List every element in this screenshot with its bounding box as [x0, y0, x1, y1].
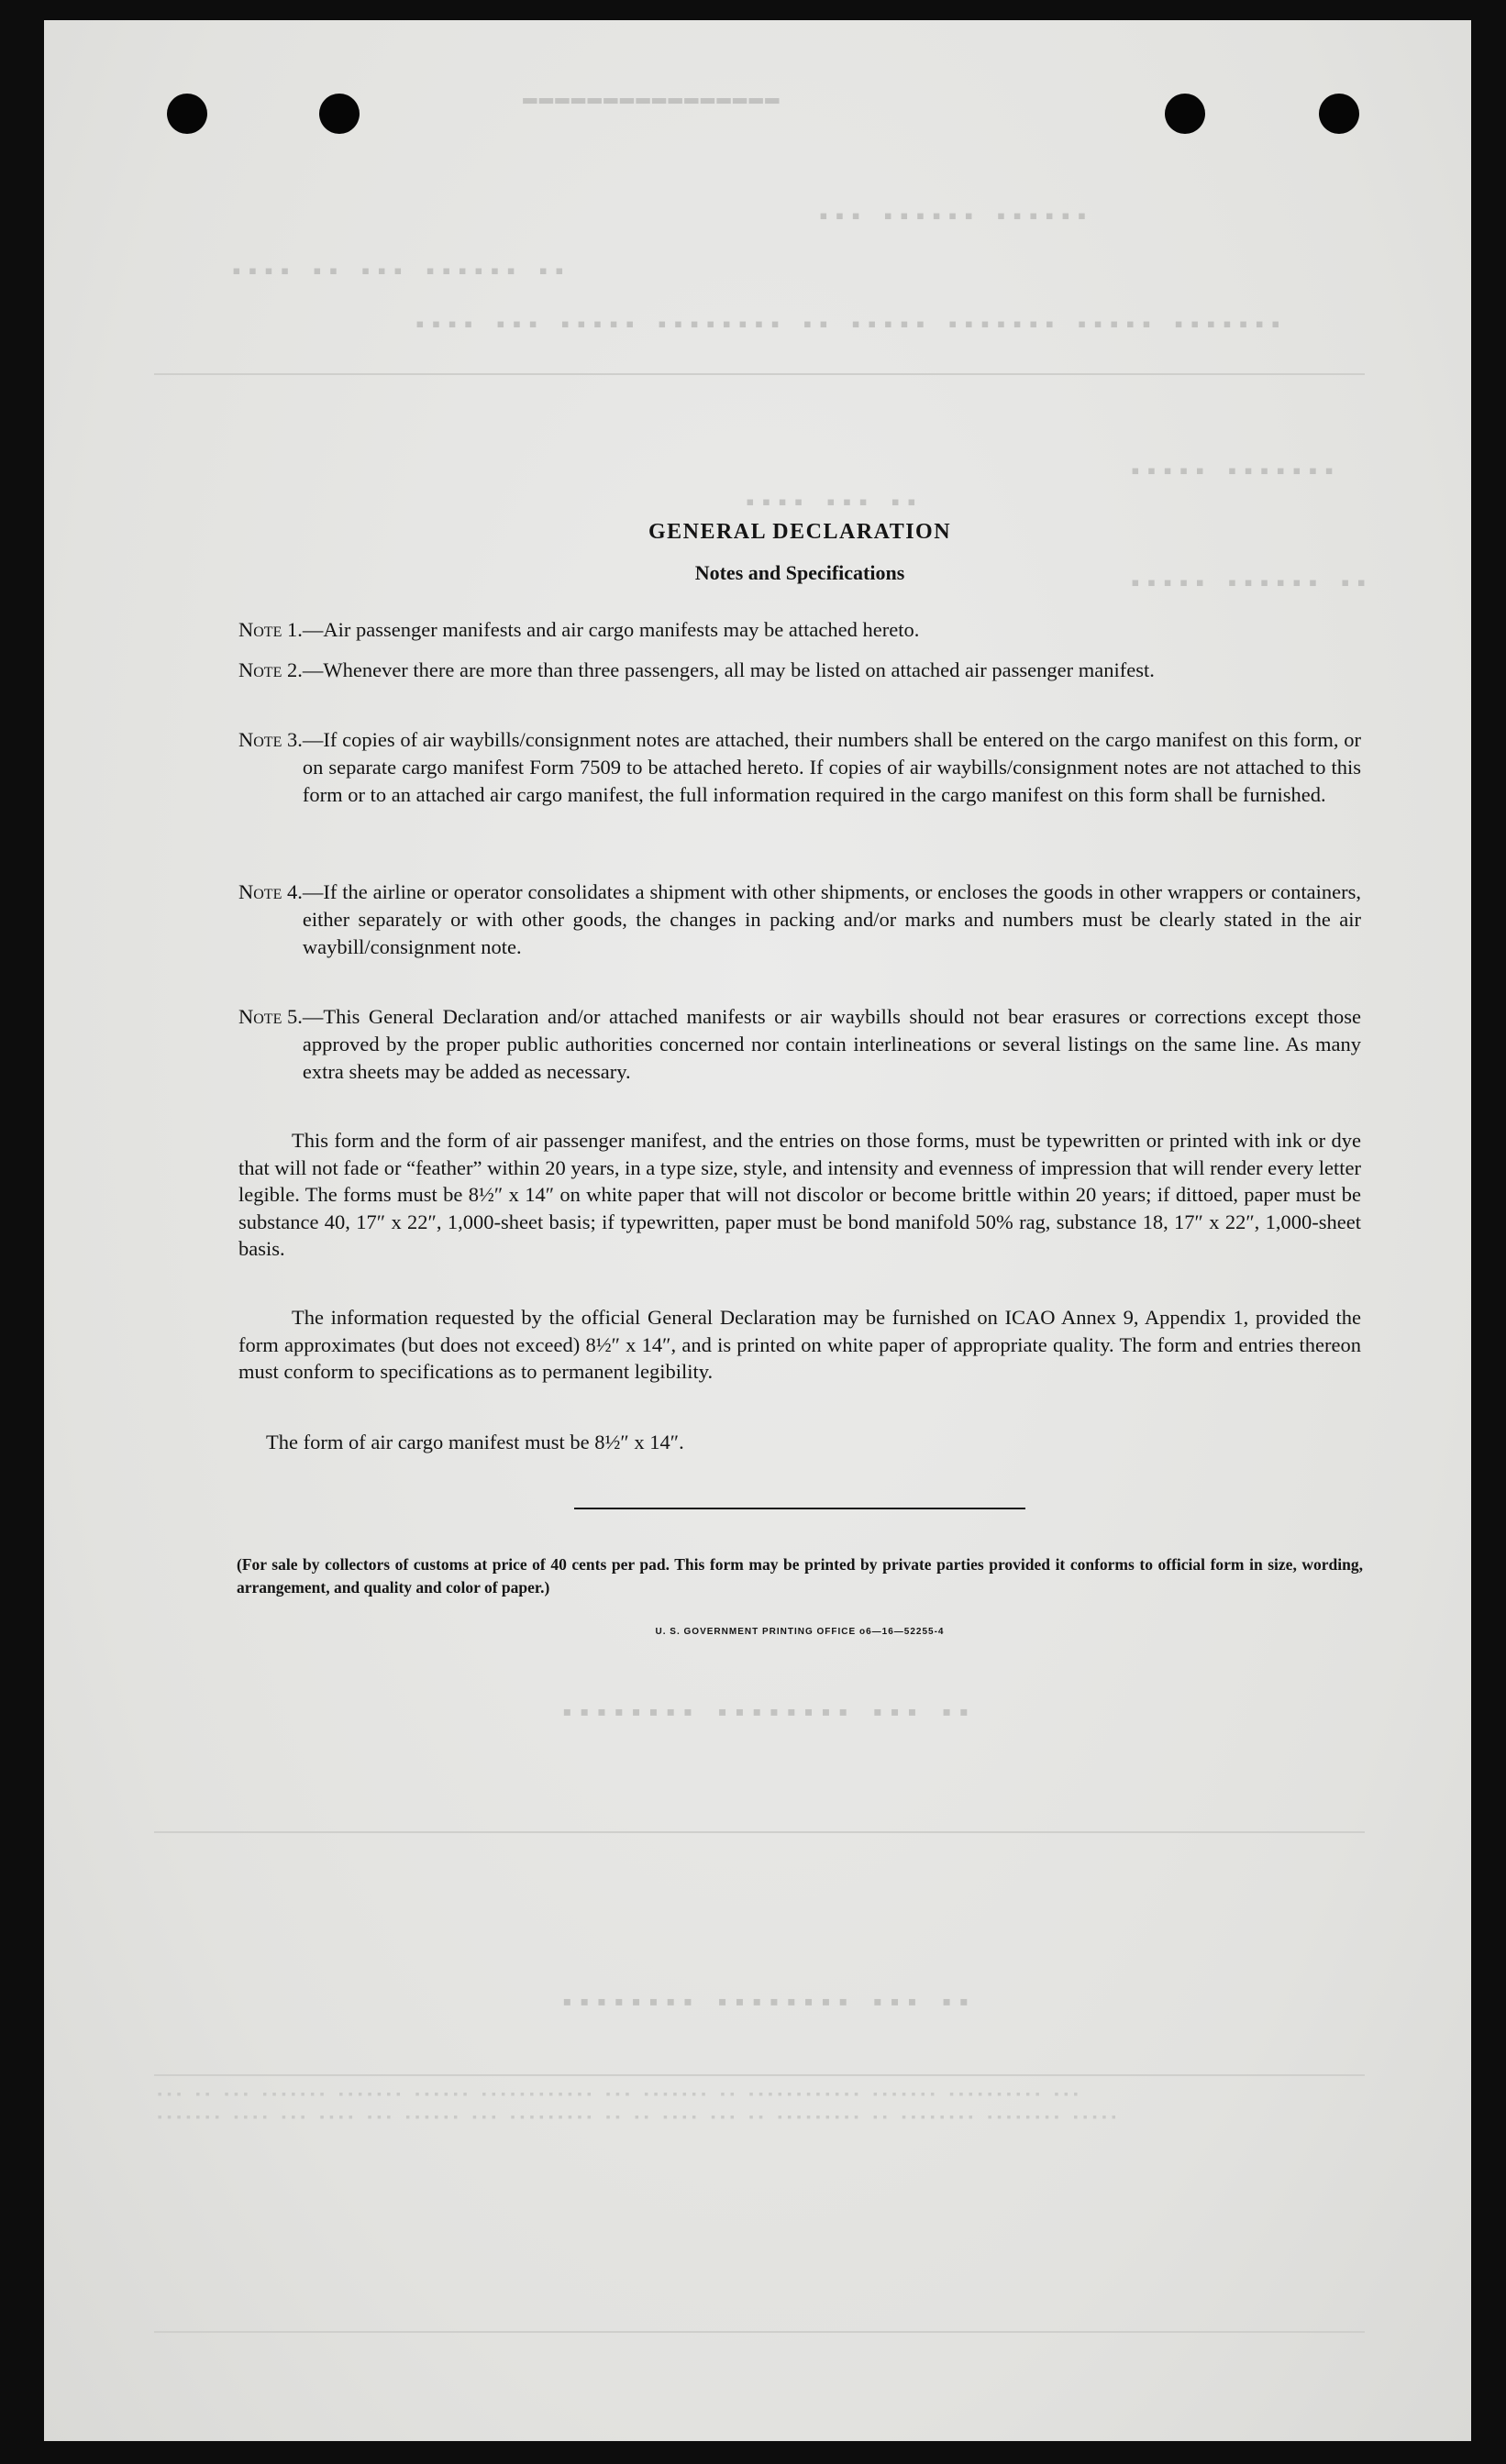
divider-rule	[574, 1508, 1025, 1509]
paragraph-cargo-manifest-size: The form of air cargo manifest must be 8½″ x 14″.	[266, 1431, 684, 1453]
bleed-through-text: ▪▪ ▪▪▪ ▪▪▪▪	[741, 490, 919, 517]
note-1	[238, 616, 1361, 644]
bleed-through-text: ▪▪▪ ▪▪▪▪▪▪▪▪▪▪ ▪▪▪▪▪▪▪ ▪▪▪▪▪▪▪▪▪▪▪▪ ▪▪ ▪▪▪▪▪▪▪ ▪▪▪ ▪▪▪▪▪▪▪▪▪▪▪▪ ▪▪▪▪▪▪ ▪▪▪▪▪▪▪ ▪▪▪▪▪▪▪ ▪▪▪ ▪▪ ▪▪▪	[154, 2088, 1080, 2103]
note-text: —If the airline or operator consolidates a shipment with other shipments, or encloses the goods in other wrappers or containers, either separately or with other goods, the changes in packing and/or marks and numbers must be clearly stated in the air waybill/consignment note.	[302, 880, 1361, 958]
note-5	[238, 1003, 1361, 1086]
paragraph-icao: The information requested by the official General Declaration may be furnished on ICAO Annex 9, Appendix 1, provided the form approximates (but does not exceed) 8½″ x 14″, and is printed on white paper of appropriate quality. The form and entries thereon must conform to specifications as to permanent legibility.	[238, 1306, 1361, 1383]
bleed-through-line	[154, 1831, 1365, 1833]
punch-hole-left-1	[167, 94, 207, 134]
bleed-through-text: ▪▪▪▪▪▪▪ ▪▪▪▪▪	[1126, 459, 1336, 486]
bleed-through-line	[154, 373, 1365, 375]
note-2	[238, 657, 1361, 684]
note-label: Note 1.	[238, 618, 303, 641]
note-text: —Whenever there are more than three passengers, all may be listed on attached air passenger manifest.	[302, 658, 1155, 681]
note-3	[238, 726, 1361, 809]
punch-hole-right-1	[1165, 94, 1205, 134]
bleed-through-text: ▪▪▪▪▪ ▪▪▪▪▪▪▪▪ ▪▪▪▪▪▪▪▪ ▪▪ ▪▪▪▪▪▪▪▪▪ ▪▪ ▪▪▪ ▪▪▪▪ ▪▪ ▪▪ ▪▪▪▪▪▪▪▪▪ ▪▪▪ ▪▪▪▪▪▪ ▪▪▪ ▪▪▪▪ ▪▪▪ ▪▪▪▪ ▪▪▪▪▪▪▪	[154, 2111, 1118, 2126]
bleed-through-text: ▪▪ ▪▪▪▪▪▪ ▪▪▪▪▪	[1126, 570, 1369, 598]
note-label: Note 4.	[238, 880, 303, 903]
bleed-through-text: ▪▪ ▪▪▪ ▪▪▪▪▪▪▪▪ ▪▪▪▪▪▪▪▪	[558, 1700, 972, 1729]
bleed-through-text: ▪▪▪▪▪▪ ▪▪▪▪▪▪ ▪▪▪	[814, 204, 1090, 231]
printing-office-imprint: U. S. GOVERNMENT PRINTING OFFICE o6—16—52255-4	[655, 1627, 945, 1637]
punch-hole-right-2	[1319, 94, 1359, 134]
note-text: —Air passenger manifests and air cargo manifests may be attached hereto.	[302, 618, 920, 641]
bleed-through-text: ▪▪▪▪▪▪▪ ▪▪▪▪▪ ▪▪▪▪▪▪▪ ▪▪▪▪▪ ▪▪ ▪▪▪▪▪▪▪▪ ▪▪▪▪▪ ▪▪▪ ▪▪▪▪	[411, 312, 1283, 339]
page-title: GENERAL DECLARATION	[648, 520, 952, 544]
document-sheet	[44, 20, 1471, 2441]
note-text: —If copies of air waybills/consignment notes are attached, their numbers shall be entered on the cargo manifest on this form, or on separate cargo manifest Form 7509 to be attached hereto. If copies of air waybills/consignment notes are not attached to this form or to an attached air cargo manifest, the full information required in the cargo manifest on this form shall be furnished.	[302, 728, 1361, 806]
bleed-through-line	[154, 2331, 1365, 2333]
bleed-through-line	[154, 2074, 1365, 2076]
note-text: —This General Declaration and/or attached manifests or air waybills should not bear erasures or corrections except those approved by the proper public authorities concerned nor contain interlineations or several listings on the same line. As many extra sheets may be added as necessary.	[302, 1005, 1361, 1083]
bleed-through-text: ▪▪ ▪▪▪ ▪▪▪▪▪▪▪▪ ▪▪▪▪▪▪▪▪	[558, 1990, 972, 2018]
paragraph-paper-specs: This form and the form of air passenger manifest, and the entries on those forms, must be typewritten or printed with ink or dye that will not fade or “feather” within 20 years, in a type size, style, and intensity and evenness of impression that will render every letter legible. The forms must be 8½″ x 14″ on white paper that will not discolor or become brittle within 20 years; if dittoed, paper must be substance 40, 17″ x 22″, 1,000-sheet basis; if typewritten, paper must be bond manifold 50% rag, substance 18, 17″ x 22″, 1,000-sheet basis.	[238, 1129, 1361, 1260]
note-4	[238, 878, 1361, 961]
bleed-through-text: ▪▪ ▪▪▪▪▪▪ ▪▪▪ ▪▪ ▪▪▪▪	[227, 259, 567, 286]
punch-hole-left-2	[319, 94, 360, 134]
sale-notice: (For sale by collectors of customs at price of 40 cents per pad. This form may be printed by private parties provided it conforms to official form in size, wording, arrangement, and quality and color of paper.)	[237, 1555, 1363, 1597]
bleed-through-heading: ▬▬▬▬▬▬▬▬▬▬▬▬▬▬▬▬	[521, 84, 780, 112]
note-label: Note 5.	[238, 1005, 303, 1028]
note-label: Note 2.	[238, 658, 303, 681]
note-label: Note 3.	[238, 728, 303, 751]
page-subtitle: Notes and Specifications	[694, 561, 905, 584]
